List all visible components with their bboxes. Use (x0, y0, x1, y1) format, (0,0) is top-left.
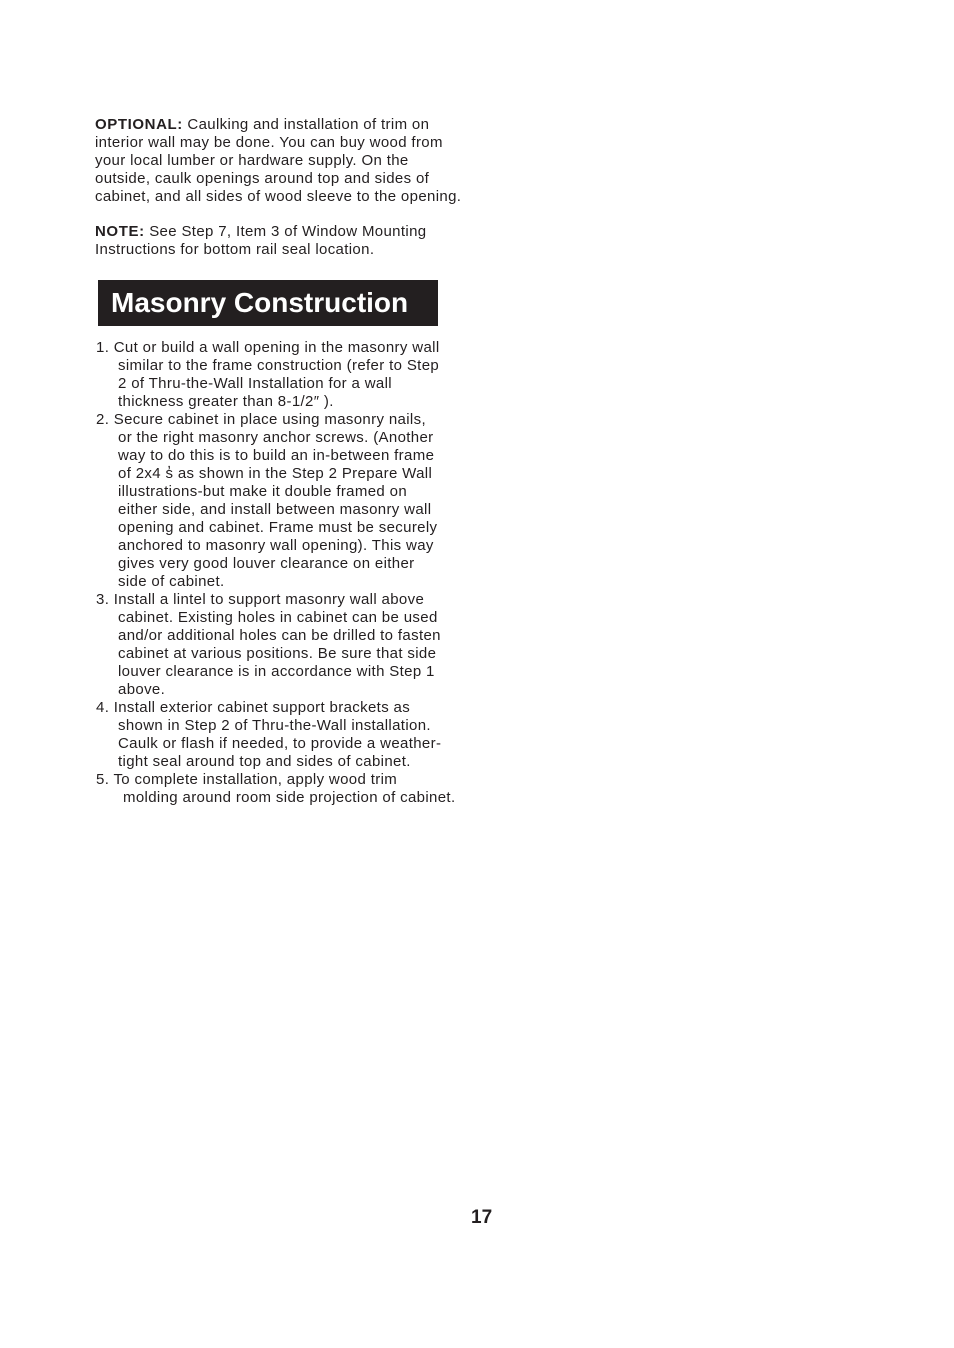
step-item-5 (96, 771, 516, 807)
step-3-line: cabinet. Existing holes in cabinet can be used (118, 609, 438, 626)
step-3-line: cabinet at various positions. Be sure that side (118, 645, 437, 662)
step-1-line: similar to the frame construction (refer to Step (118, 357, 440, 374)
step-item-2 (96, 411, 516, 591)
step-3-line: above. (118, 681, 166, 698)
optional-line-1 (95, 116, 461, 134)
optional-line-5: cabinet, and all sides of wood sleeve to the opening. (95, 188, 462, 205)
note-label: NOTE: (95, 223, 145, 240)
optional-line-4: outside, caulk openings around top and sides of (95, 170, 430, 187)
step-1-line: 1. Cut or build a wall opening in the masonry wall (96, 339, 440, 356)
step-3-line: 3. Install a lintel to support masonry wall above (96, 591, 425, 608)
step-3-line: and/or additional holes can be drilled to fasten (118, 627, 441, 644)
step-item-3 (96, 591, 516, 699)
section-title: Masonry Construction (111, 287, 409, 318)
step-5-line: molding around room side projection of cabinet. (123, 789, 456, 806)
step-2-line: illustrations-but make it double framed on (118, 483, 408, 500)
step-2-line: or the right masonry anchor screws. (Another (118, 429, 434, 446)
step-2-line: opening and cabinet. Frame must be securely (118, 519, 438, 536)
section-heading-banner (98, 280, 438, 326)
step-2-line: side of cabinet. (118, 573, 225, 590)
step-2-line: way to do this is to build an in-between frame (118, 447, 435, 464)
step-2-line: gives very good louver clearance on either (118, 555, 415, 572)
step-3-line: louver clearance is in accordance with Step 1 (118, 663, 435, 680)
optional-line-3: your local lumber or hardware supply. On the (95, 152, 409, 169)
step-4-line: 4. Install exterior cabinet support brackets as (96, 699, 411, 716)
step-2-line: either side, and install between masonry wall (118, 501, 432, 518)
step-2-line: 2. Secure cabinet in place using masonry nails, (96, 411, 426, 428)
step-4-line: Caulk or flash if needed, to provide a weather- (118, 735, 442, 752)
step-item-4 (96, 699, 516, 771)
step-2-line: of 2x4 s̓ as shown in the Step 2 Prepare Wall (118, 465, 433, 482)
optional-paragraph (95, 116, 461, 206)
step-4-line: shown in Step 2 of Thru-the-Wall installation. (118, 717, 431, 734)
steps-list (96, 339, 516, 807)
note-text-1: See Step 7, Item 3 of Window Mounting (144, 223, 427, 240)
step-4-line: tight seal around top and sides of cabinet. (118, 753, 411, 770)
note-line-2: Instructions for bottom rail seal location. (95, 241, 375, 258)
optional-label: OPTIONAL: (95, 116, 183, 133)
step-1-line: thickness greater than 8-1/2″ ). (118, 393, 334, 410)
optional-line-2: interior wall may be done. You can buy wood from (95, 134, 443, 151)
optional-text-1: Caulking and installation of trim on (182, 116, 430, 133)
note-line-1 (95, 223, 426, 241)
step-2-line: anchored to masonry wall opening). This way (118, 537, 434, 554)
page-number: 17 (471, 1207, 493, 1228)
note-paragraph (95, 223, 426, 259)
step-5-line: 5. To complete installation, apply wood trim (96, 771, 398, 788)
step-1-line: 2 of Thru-the-Wall Installation for a wall (118, 375, 392, 392)
step-item-1 (96, 339, 516, 411)
